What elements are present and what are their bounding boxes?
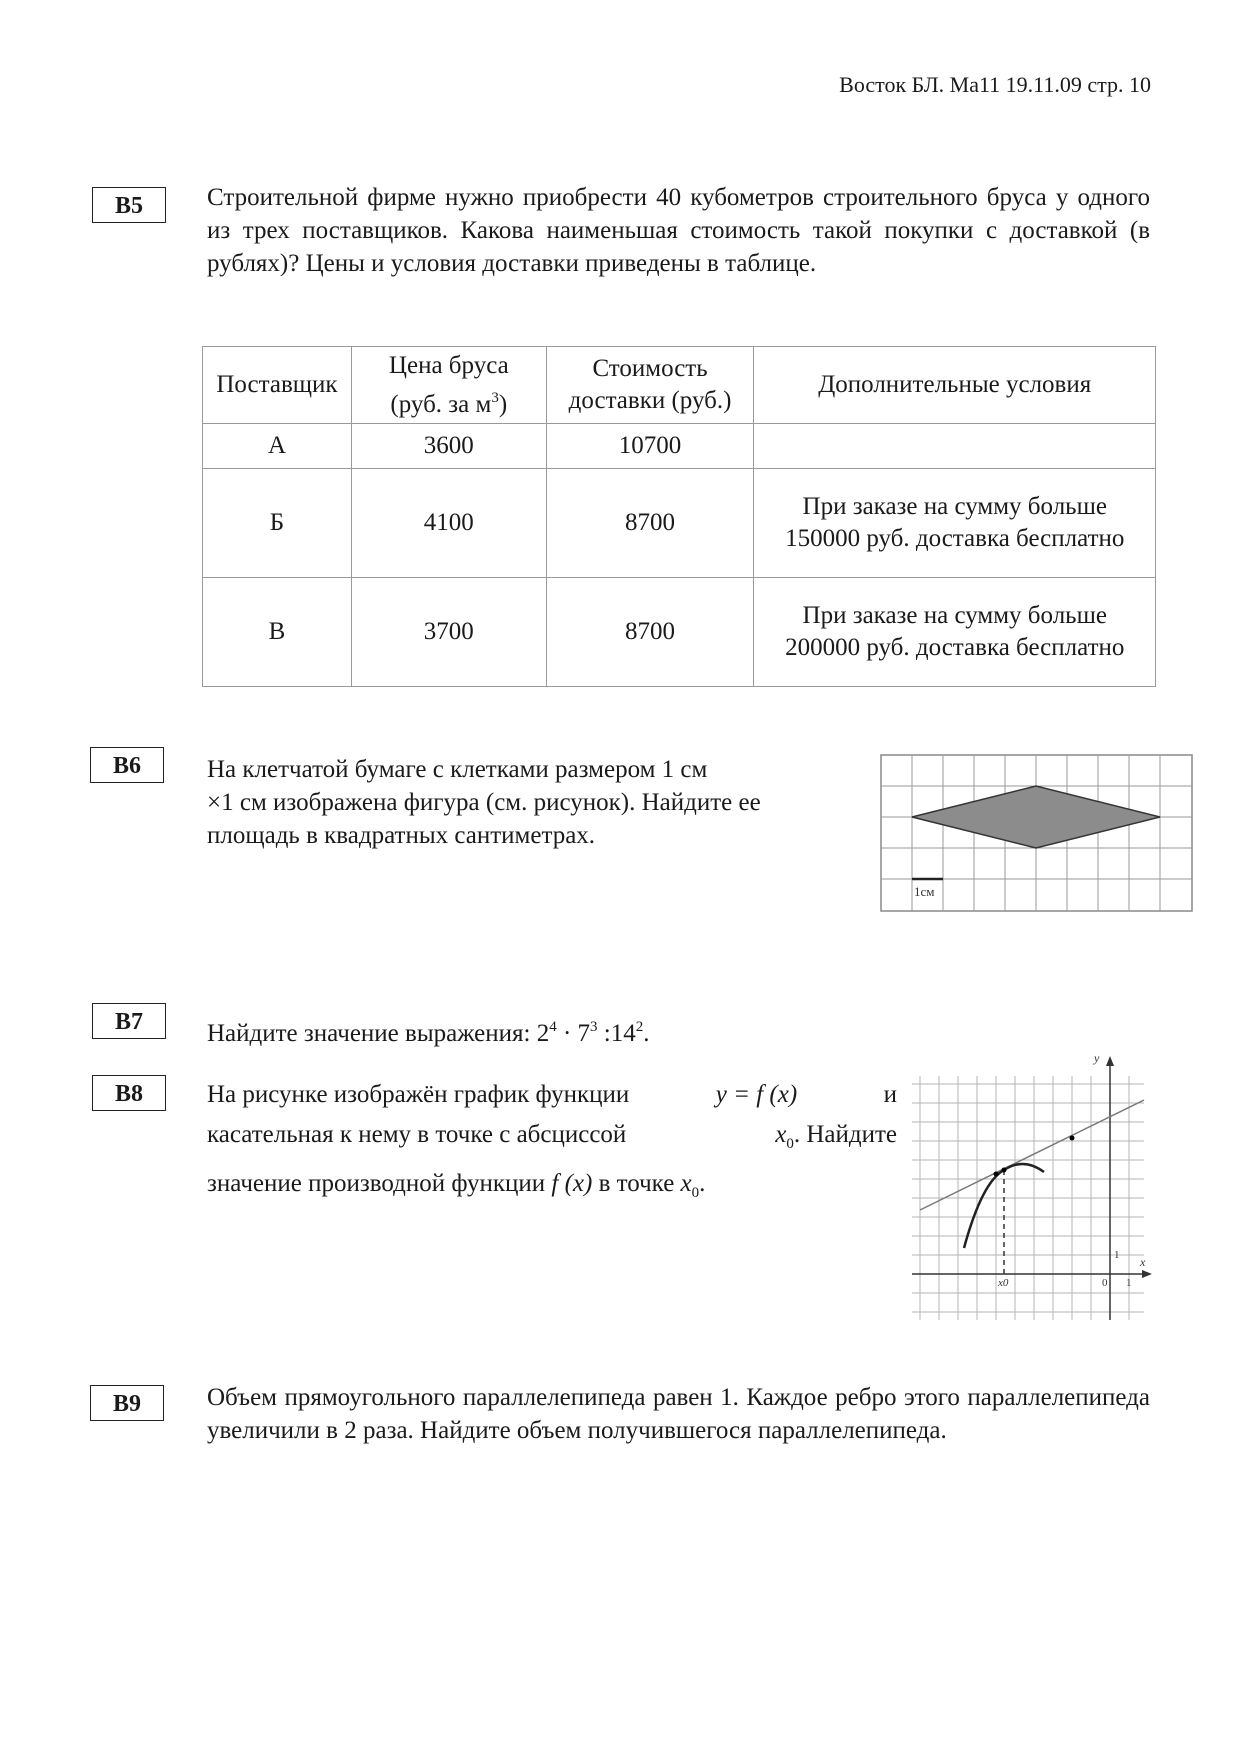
b7-base1: 2 xyxy=(536,1020,550,1047)
b8-line3-math: f (x) xyxy=(551,1170,593,1197)
task-label-b7: B7 xyxy=(92,1003,166,1039)
header-price-sup: 3 xyxy=(491,389,499,406)
cell-price: 3700 xyxy=(351,578,546,687)
task-b6-text xyxy=(207,753,867,852)
header-delivery xyxy=(546,347,754,424)
task-b8-text xyxy=(207,1075,897,1213)
b7-end: . xyxy=(643,1020,650,1047)
x0-label: x0 xyxy=(998,1277,1009,1289)
task-b9-text xyxy=(207,1381,1150,1447)
task-b5-paragraph: Строительной фирме нужно приобрести 40 кубометров строительного бруса у одного из трех поставщиков. Какова наименьшая стоимость такой покупки с доставкой (в рублях)? Цены и условия доставки приведены в таблице. xyxy=(207,184,1150,277)
y-unit-label: 1 xyxy=(1114,1249,1120,1261)
header-price-line2: (руб. за м xyxy=(390,390,492,418)
cell-delivery: 8700 xyxy=(546,578,754,687)
b8-line2-text: касательная к нему в точке с абсциссой xyxy=(207,1121,627,1148)
b7-div: : xyxy=(603,1020,611,1047)
cell-delivery: 10700 xyxy=(546,424,754,469)
b8-line1-text: На рисунке изображён график функции xyxy=(207,1081,630,1108)
task-b6-line: площадь в квадратных сантиметрах. xyxy=(207,822,596,849)
task-label-b9: B9 xyxy=(90,1385,164,1421)
x-axis-arrow xyxy=(1142,1270,1152,1278)
task-label-b6: B6 xyxy=(90,747,164,783)
cell-delivery: 8700 xyxy=(546,469,754,578)
header-delivery-line1: Стоимость xyxy=(592,355,708,382)
b8-line2-sub: 0 xyxy=(786,1136,794,1152)
cell-price: 4100 xyxy=(351,469,546,578)
b7-dot: · xyxy=(562,1020,572,1047)
tangent-point xyxy=(1002,1168,1007,1173)
origin-label: 0 xyxy=(1102,1277,1108,1289)
function-graph xyxy=(912,1052,1152,1320)
b8-line2 xyxy=(207,1115,897,1164)
cell-price: 3600 xyxy=(351,424,546,469)
b7-base3: 14 xyxy=(610,1020,636,1047)
header-supplier: Поставщик xyxy=(203,347,352,424)
table-row xyxy=(203,424,1156,469)
table-row xyxy=(203,469,1156,578)
header-price-close: ) xyxy=(498,390,508,418)
x-axis-label: x xyxy=(1140,1255,1146,1269)
b8-line3-end: . xyxy=(699,1170,706,1197)
header-conditions: Дополнительные условия xyxy=(754,347,1156,424)
cell-conditions xyxy=(754,424,1156,469)
scale-label: 1см xyxy=(914,884,935,899)
cell-conditions: При заказе на сумму больше 200000 руб. доставка бесплатно xyxy=(754,578,1156,687)
header-price xyxy=(351,347,546,424)
task-b5-text xyxy=(207,181,1150,280)
b8-line3-sub: 0 xyxy=(691,1185,700,1201)
cell-supplier: В xyxy=(203,578,352,687)
b8-line2-end: . Найдите xyxy=(793,1121,897,1148)
x-unit-label: 1 xyxy=(1126,1277,1132,1289)
graph-grid xyxy=(912,1076,1144,1320)
table-row xyxy=(203,578,1156,687)
line-point xyxy=(1070,1136,1075,1141)
page-header: Восток БЛ. Ма11 19.11.09 стр. 10 xyxy=(839,72,1151,97)
b8-line2-math: x xyxy=(775,1121,787,1148)
cell-supplier: А xyxy=(203,424,352,469)
rhombus-figure xyxy=(880,754,1193,912)
b8-line1-end: и xyxy=(883,1081,897,1108)
b8-line1 xyxy=(207,1075,897,1115)
task-label-b5: B5 xyxy=(92,187,166,223)
task-b6-line: ×1 см изображена фигура (см. рисунок). Найдите ее xyxy=(207,789,761,816)
b8-line1-math: y = f (x) xyxy=(715,1081,798,1108)
header-price-line1: Цена бруса xyxy=(388,351,509,379)
b8-line3-mid: в точке xyxy=(598,1170,675,1197)
y-axis-arrow xyxy=(1106,1056,1114,1066)
cell-conditions: При заказе на сумму больше 150000 руб. доставка бесплатно xyxy=(754,469,1156,578)
task-b9-paragraph: Объем прямоугольного параллелепипеда равен 1. Каждое ребро этого параллелепипеда увеличили в 2 раза. Найдите объем получившегося параллелепипеда. xyxy=(207,1384,1150,1444)
b7-exp1: 4 xyxy=(549,1019,557,1035)
table-header-row xyxy=(203,347,1156,424)
b7-exp3: 2 xyxy=(635,1019,644,1035)
supplier-table xyxy=(202,346,1156,687)
cell-supplier: Б xyxy=(203,469,352,578)
task-b7-text xyxy=(207,1011,907,1050)
b7-expression xyxy=(537,1020,650,1047)
b8-line3-text: значение производной функции xyxy=(207,1170,546,1197)
task-b6-line: На клетчатой бумаге с клетками размером 1 см xyxy=(207,756,708,783)
b7-prefix: Найдите значение выражения: xyxy=(207,1020,531,1047)
b7-base2: 7 xyxy=(577,1020,591,1047)
header-delivery-line2: доставки (руб.) xyxy=(568,387,732,414)
b7-exp2: 3 xyxy=(590,1019,598,1035)
b8-line3 xyxy=(207,1164,897,1213)
b8-line3-math2: x xyxy=(680,1170,692,1197)
task-label-b8: B8 xyxy=(92,1075,166,1111)
curve-point xyxy=(994,1172,999,1177)
y-axis-label: y xyxy=(1094,1052,1100,1065)
